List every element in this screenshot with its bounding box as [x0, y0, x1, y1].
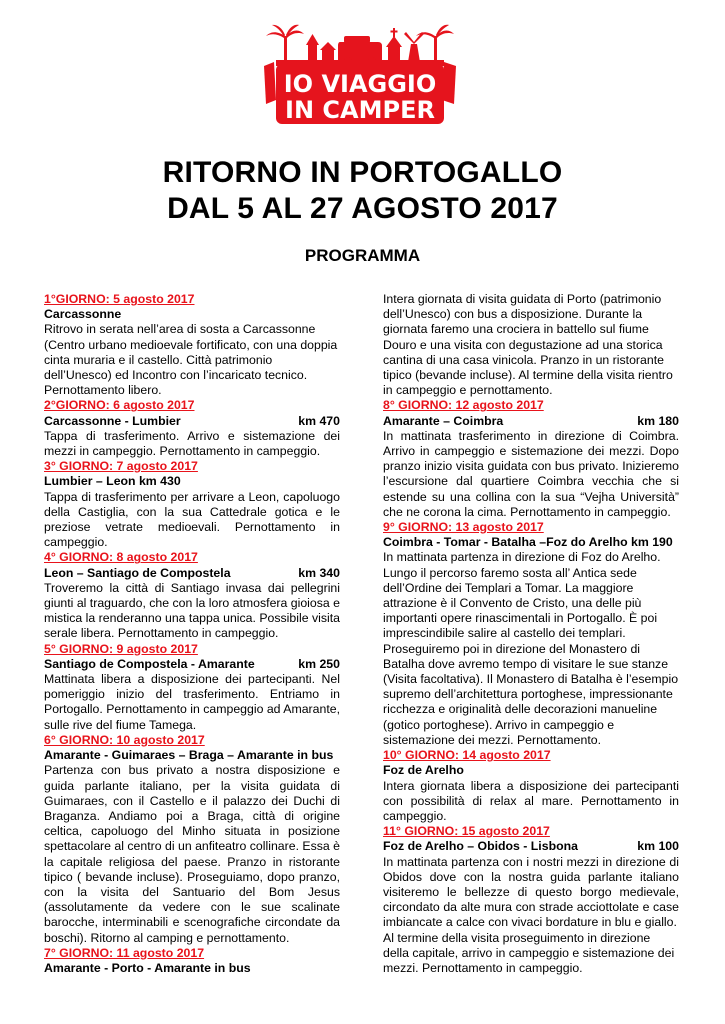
day-heading: 6° GIORNO: 10 agosto 2017	[44, 732, 205, 747]
day-block	[383, 398, 679, 520]
day-description: Partenza con bus privato a nostra disposizione e guida parlante italiano, per la visita guidata di Guimaraes, con il Castello e il palazzo dei Duchi di Braganza. Andiamo poi a Braga, città di origine celtica, capoluogo del Minho situata in posizione spettacolare al centro di un anfiteatro collinare. Essa è la capitale religiosa del paese. Pranzo in ristorante tipico ( bevande incluse). Proseguiamo, dopo pranzo, con la visita del Santuario del Bom Jesus (assolutamente da vedere con le sue scalinate barocche, interminabili e scenografiche circondate da boschi). Ritorno al camping e pernottamento.	[44, 763, 340, 945]
route-distance: km 100	[637, 839, 679, 854]
route-name: Foz de Arelho	[383, 763, 464, 778]
day-block	[44, 398, 340, 459]
day-route	[44, 657, 340, 672]
day-heading: 1°GIORNO: 5 agosto 2017	[44, 292, 195, 306]
day-block	[44, 733, 340, 946]
route-name: Amarante - Guimaraes – Braga – Amarante in bus	[44, 748, 334, 763]
day-heading: 3° GIORNO: 7 agosto 2017	[44, 459, 198, 474]
route-distance: km 180	[637, 413, 679, 428]
day-heading: 9° GIORNO: 13 agosto 2017	[383, 520, 544, 535]
day-description: In mattinata partenza con i nostri mezzi in direzione di Obidos dove con la nostra guida parlante italiano visiteremo le bellezze di questo borgo medievale, circondato da alte mura con strade acciottolate e case imbiancate a calce con vivaci bordature in blu e giallo.	[383, 854, 679, 930]
day-heading: 4° GIORNO: 8 agosto 2017	[44, 550, 198, 565]
day-heading: 11° GIORNO: 15 agosto 2017	[383, 824, 550, 839]
route-name: Amarante - Porto - Amarante in bus	[44, 960, 251, 975]
day-block	[383, 520, 679, 748]
day-route	[383, 839, 679, 854]
day-heading: 7° GIORNO: 11 agosto 2017	[44, 945, 205, 960]
day-description: Intera giornata libera a disposizione dei partecipanti con possibilità di relax al mare. Pernottamento in campeggio.	[383, 778, 679, 823]
route-name: Lumbier – Leon km 430	[44, 474, 181, 489]
route-name: Amarante – Coimbra	[383, 413, 504, 428]
day-route	[383, 414, 679, 429]
right-column	[383, 292, 679, 976]
day-route	[383, 763, 679, 778]
day-route	[44, 748, 340, 763]
day-description: Intera giornata di visita guidata di Porto (patrimonio dell’Unesco) con bus a disposizione. Durante la giornata faremo una crociera in battello sul fiume Douro e una visita con degustazione ad una storica cantina di una casa vinicola. Pranzo in un ristorante tipico (bevande incluse). Al termine della visita rientro in campeggio e pernottamento.	[383, 292, 673, 398]
day-description: In mattinata partenza in direzione di Foz do Arelho. Lungo il percorso faremo sosta all’ Antica sede dell’Ordine dei Templari a Tomar. La maggiore attrazione è il Convento de Cristo, una delle più importanti opere rinascimentali in Portogallo. È poi imprescindibile salire al castello dei templari. Proseguiremo poi in direzione del Monastero di Batalha dove avremo tempo di visitare le sue stanze (Visita facoltativa). Il Monastero di Batalha è l’esempio supremo dell’architettura portoghese, impressionante ricchezza e originalità delle decorazioni manueline (gotico portoghese). Arrivo in campeggio e sistemazione dei mezzi. Pernottamento.	[383, 550, 679, 747]
route-name: Coimbra - Tomar - Batalha –Foz do Arelho km 190	[383, 535, 673, 550]
route-distance: km 340	[298, 565, 340, 580]
page-title-line1: RITORNO IN PORTOGALLO	[162, 156, 563, 189]
day-route	[44, 414, 340, 429]
page-title-line2: DAL 5 AL 27 AGOSTO 2017	[167, 192, 558, 225]
day-block	[44, 642, 340, 733]
route-name: Leon – Santiago de Compostela	[44, 565, 231, 580]
logo-line1: IO VIAGGIO	[283, 70, 437, 98]
day-route	[44, 307, 340, 322]
route-name: Santiago de Compostela - Amarante	[44, 656, 255, 671]
route-name: Foz de Arelho – Obidos - Lisbona	[383, 839, 578, 854]
day-description: Tappa di trasferimento. Arrivo e sistemazione dei mezzi in campeggio. Pernottamento in campeggio.	[44, 428, 340, 459]
day-description: Tappa di trasferimento per arrivare a Leon, capoluogo della Castiglia, con la sua Cattedrale gotica e le preziose vetrate medioevali. Pernottamento in campeggio.	[44, 489, 340, 550]
route-name: Carcassonne - Lumbier	[44, 413, 181, 428]
day-heading: 10° GIORNO: 14 agosto 2017	[383, 748, 551, 763]
day-description: In mattinata trasferimento in direzione di Coimbra. Arrivo in campeggio e sistemazione dei mezzi. Dopo pranzo inizio visita guidata con bus privato. Inizieremo l’escursione dal quartiere Coimbra vecchia che si estende su una collina con la sua “Vejha Università” che ne corona la cima. Pernottamento in campeggio.	[383, 428, 679, 519]
left-column	[44, 292, 340, 976]
day-route	[44, 961, 340, 976]
day-route	[383, 535, 679, 550]
day-block	[383, 748, 679, 824]
day-block	[44, 946, 340, 976]
page-subtitle: PROGRAMMA	[304, 246, 421, 265]
route-distance: km 470	[298, 413, 340, 428]
day-route	[44, 566, 340, 581]
day-description: Mattinata libera a disposizione dei partecipanti. Nel pomeriggio inizio del trasferimento. Entriamo in Portogallo. Pernottamento in campeggio ad Amarante, sulle rive del fiume Tamega.	[44, 672, 340, 732]
day-block	[44, 550, 340, 641]
route-name: Carcassonne	[44, 307, 122, 322]
day-block	[44, 459, 340, 550]
day-block	[383, 292, 679, 398]
day-heading: 8° GIORNO: 12 agosto 2017	[383, 398, 544, 413]
day-heading: 5° GIORNO: 9 agosto 2017	[44, 641, 198, 656]
day-description: Troveremo la città di Santiago invasa dai pellegrini giunti al traguardo, che con la loro atmosfera gioiosa e mistica la renderanno una tappa unica. Possibile visita serale libera. Pernottamento in campeggio.	[44, 580, 340, 641]
logo-graphic	[262, 22, 458, 132]
day-route	[44, 474, 340, 489]
day-block	[44, 292, 340, 398]
route-distance: km 250	[298, 656, 340, 671]
day-description: Al termine della visita proseguimento in direzione della capitale, arrivo in campeggio e sistemazione dei mezzi. Pernottamento in campeggio.	[383, 930, 675, 975]
logo	[262, 22, 458, 132]
day-description: Ritrovo in serata nell’area di sosta a Carcassonne (Centro urbano medioevale fortificato, con una doppia cinta muraria e il castello. Città patrimonio dell’Unesco) ed Incontro con l’incaricato tecnico. Pernottamento libero.	[44, 322, 338, 398]
day-block	[383, 824, 679, 976]
logo-line2: IN CAMPER	[285, 96, 435, 124]
day-heading: 2°GIORNO: 6 agosto 2017	[44, 398, 195, 413]
